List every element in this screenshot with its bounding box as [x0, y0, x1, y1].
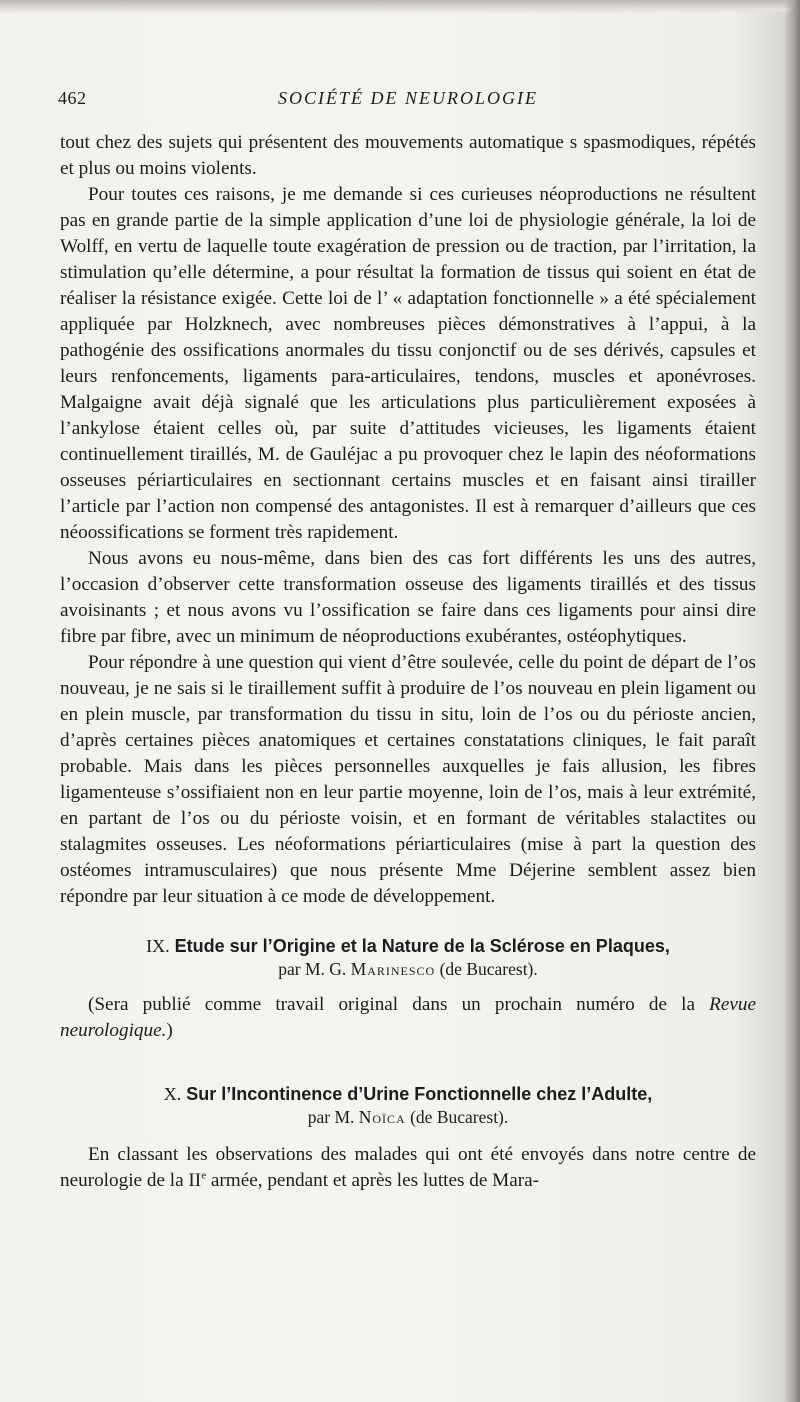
superscript: e: [201, 1169, 207, 1182]
note-close: ): [166, 1020, 173, 1041]
paragraph-3: Nous avons eu nous-même, dans bien des cas fort différents les uns des autres, l’occasion d’observer cette transformation osseuse des ligaments tiraillés et des tissus avoisinants ; et nous avons vu l’ossification se faire dans ces ligaments pour ainsi dire fibre par fibre, avec un minimum de néoproductions exubérantes, ostéophytiques.: [60, 548, 756, 647]
section-ix-byline: [60, 958, 756, 980]
section-x-byline: [60, 1106, 756, 1128]
section-ix-note: [60, 992, 756, 1044]
byline-prefix: par M.: [307, 1107, 355, 1127]
page-body: [60, 130, 756, 1194]
page-top-shadow: [0, 0, 800, 14]
page-header: [58, 88, 758, 114]
section-ix-title: [60, 934, 756, 958]
paragraph-2: Pour toutes ces raisons, je me demande si ces curieuses néoproductions ne résultent pas en grande partie de la simple application d’une loi de physiologie générale, la loi de Wolff, en vertu de laquelle toute exagération de pression ou de traction, par l’irritation, la stimulation qu’elle détermine, a pour résultat la formation de tissus qui soient en état de réaliser la résistance exigée. Cette loi de l’ « adaptation fonctionnelle » a été spécialement appliquée par Holzknech, avec nombreuses pièces démonstratives à l’appui, à la pathogénie des ossifications anormales du tissu conjonctif ou de ses dérivés, capsules et leurs renfoncements, ligaments para-articulaires, tendons, muscles et aponévroses. Malgaigne avait déjà signalé que les articulations plus particulièrement exposées à l’ankylose étaient celles où, par suite d’attitudes vicieuses, les ligaments étaient continuellement tiraillés, M. de Gauléjac a pu provoquer chez le lapin des néoformations osseuses périarticulaires en sectionnant certains muscles et en faisant ainsi tirailler l’article par l’action non compensé des antagonistes. Il est à remarquer d’ailleurs que ces néoossifications se forment très rapidement.: [60, 184, 756, 543]
para-text-start: En classant les observations des malades qui ont été envoyés dans notre centre de neurologie de la II: [60, 1144, 756, 1191]
section-ix-number: IX.: [146, 936, 170, 956]
section-x-title-text: Sur l’Incontinence d’Urine Fonctionnelle chez l’Adulte,: [186, 1084, 653, 1104]
page-binding-edge: [784, 0, 800, 1402]
note-text: (Sera publié comme travail original dans un prochain numéro de la: [88, 994, 695, 1015]
byline-prefix: par M. G.: [278, 959, 347, 979]
paragraph-4: Pour répondre à une question qui vient d’être soulevée, celle du point de départ de l’os nouveau, je ne sais si le tiraillement suffit à produire de l’os nouveau en plein ligament ou en plein muscle, par transformation du tissu in situ, loin de l’os ou du périoste ancien, d’après certaines pièces anatomiques et certaines constatations cliniques, le fait paraît probable. Mais dans les pièces personnelles auxquelles je fais allusion, les fibres ligamenteuse s’ossifiaient non en leur partie moyenne, loin de l’os, mais à leur extrémité, en partant de l’os ou du périoste voisin, et en formant de véritables stalactites ou stalagmites osseuses. Les néoformations périarticulaires (mise à part la question des ostéomes intramusculaires) que nous présente Mme Déjerine semblent assez bien répondre par leur situation à ce mode de développement.: [60, 652, 756, 907]
section-ix-title-text: Etude sur l’Origine et la Nature de la Sclérose en Plaques,: [174, 936, 670, 956]
author-location: (de Bucarest).: [410, 1107, 509, 1127]
author-location: (de Bucarest).: [439, 959, 538, 979]
section-x-title: [60, 1082, 756, 1106]
author-name: Noïca: [358, 1107, 406, 1127]
section-x-paragraph: [60, 1142, 756, 1194]
para-text-end: armée, pendant et après les luttes de Mara-: [206, 1170, 540, 1191]
paragraph-1: tout chez des sujets qui présentent des mouvements automatique s spasmodiques, répétés et plus ou moins violents.: [60, 132, 756, 179]
author-name: Marinesco: [350, 959, 436, 979]
journal-title: Revue neurologique.: [60, 994, 756, 1041]
page-number: 462: [58, 88, 87, 108]
running-head: SOCIÉTÉ DE NEUROLOGIE: [278, 88, 538, 108]
section-x-number: X.: [163, 1084, 182, 1104]
